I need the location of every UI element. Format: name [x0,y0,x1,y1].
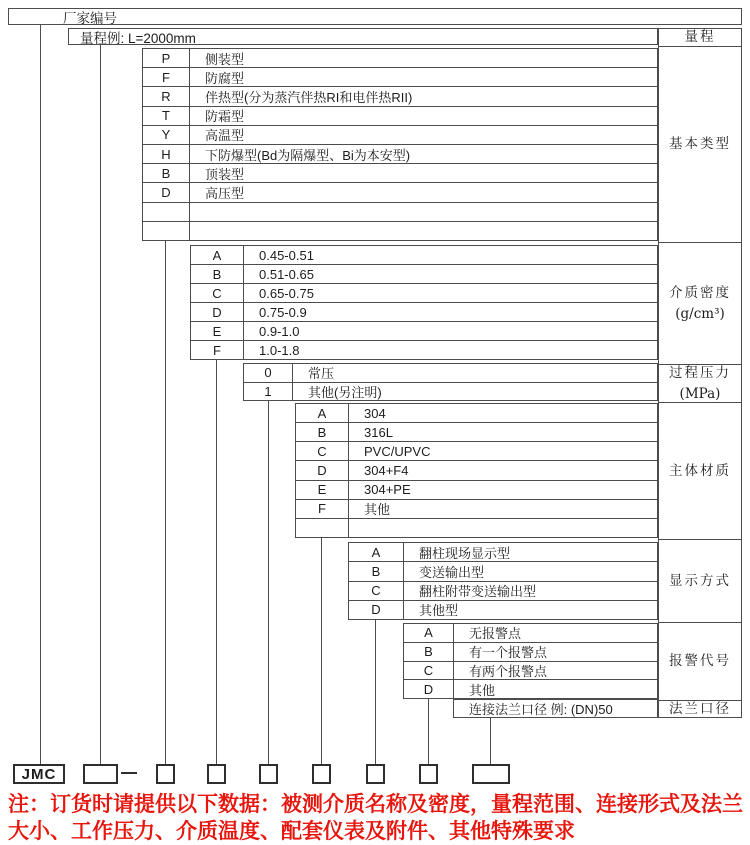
table-row [191,246,657,264]
table-row [191,340,657,359]
process-pressure-table [243,363,658,401]
desc-cell: 侧装型 [205,51,245,67]
ordering-note-line1: 注：订货时请提供以下数据：被测介质名称及密度，量程范围、连接形式及法兰 [8,793,743,816]
code-cell: D [349,601,404,619]
table-row [296,518,657,537]
label-body-material: 主体材质 [659,402,741,539]
code-cell: F [191,341,244,359]
table-row [404,624,657,642]
desc-cell: 0.51-0.65 [259,266,314,282]
label-display-mode: 显示方式 [659,539,741,622]
label-basic-type: 基本类型 [659,46,741,242]
code-box-density [207,764,226,784]
category-label-column [658,28,742,718]
desc-cell [349,519,657,537]
code-box-flange [472,764,510,784]
table-row [191,302,657,321]
desc-cell: 其他 [469,682,496,698]
table-row [349,581,657,600]
table-row [296,404,657,422]
label-medium-density: 介质密度 (g/cm³) [659,242,741,364]
desc-cell: 有两个报警点 [469,663,548,679]
code-cell: P [143,49,190,67]
code-box-pressure [259,764,278,784]
code-cell: B [143,164,190,182]
table-row [143,67,657,86]
desc-cell: 其他 [364,502,391,518]
table-row [349,543,657,561]
display-mode-table [348,542,658,620]
code-cell: C [296,442,349,460]
table-row [191,283,657,302]
desc-cell: 防霜型 [205,109,245,125]
code-cell: A [404,624,454,642]
connector-alarm [428,699,429,764]
connector-pressure [268,401,269,764]
code-cell: C [404,662,454,680]
desc-cell: 伴热型(分为蒸汽伴热RI和电伴热RII) [205,90,413,106]
desc-cell: 无报警点 [469,626,522,642]
table-row [296,480,657,499]
table-row [296,499,657,518]
code-cell: 1 [244,383,293,401]
desc-cell: 常压 [308,366,335,382]
desc-cell [190,222,657,240]
code-cell [296,519,349,537]
code-cell: A [349,543,404,561]
code-cell: T [143,107,190,125]
code-box-display [366,764,385,784]
desc-cell: 有一个报警点 [469,645,548,661]
desc-cell: 高压型 [205,186,245,202]
code-cell: B [404,643,454,661]
table-row [143,202,657,221]
code-cell: H [143,145,190,163]
desc-cell: 下防爆型(Bd为隔爆型、Bi为本安型) [205,147,411,163]
code-cell: F [296,500,349,518]
connector-material [321,538,322,764]
desc-cell: 0.65-0.75 [259,285,314,301]
code-cell: Y [143,126,190,144]
code-box-material [312,764,331,784]
connector-range [100,45,101,764]
body-material-table [295,403,658,538]
connector-factory-code [40,24,41,764]
table-row [404,679,657,698]
dash-separator [121,772,137,774]
factory-code-box [8,8,742,25]
desc-cell: 0.75-0.9 [259,304,307,320]
desc-cell: 304+PE [364,482,411,498]
desc-cell: PVC/UPVC [364,443,431,459]
table-row [296,422,657,441]
ordering-note-line2: 大小、工作压力、介质温度、配套仪表及附件、其他特殊要求 [8,820,575,843]
table-row [296,441,657,460]
label-process-pressure: 过程压力 (MPa) [659,364,741,402]
desc-cell: 304 [364,405,386,421]
code-cell: 0 [244,364,293,382]
code-cell [143,203,190,221]
code-cell: B [296,423,349,441]
label-alarm-code: 报警代号 [659,622,741,700]
ordering-note [8,791,750,845]
code-cell: C [191,284,244,302]
desc-cell: 其他型 [419,603,459,619]
code-box-range [83,764,118,784]
table-row [244,382,657,401]
code-cell: B [349,562,404,580]
table-row [191,321,657,340]
range-example-label: 量程例: L=2000mm [80,30,196,46]
desc-cell: 0.45-0.51 [259,247,314,263]
table-row [404,642,657,661]
desc-cell: 防腐型 [205,70,245,86]
code-cell: F [143,68,190,86]
range-example-box [68,28,658,45]
desc-cell: 顶装型 [205,166,245,182]
table-row [143,163,657,182]
table-row [349,561,657,580]
table-row [143,221,657,240]
table-row [191,264,657,283]
model-prefix-box [13,764,65,784]
flange-diameter-row [453,699,658,718]
connector-density [216,360,217,764]
code-cell: D [296,461,349,479]
medium-density-table [190,245,658,360]
code-cell: A [296,404,349,422]
table-row [404,661,657,680]
connector-basic-type [165,241,166,764]
table-row [143,86,657,105]
code-box-alarm [419,764,438,784]
code-cell: C [349,582,404,600]
code-cell: R [143,87,190,105]
code-cell [143,222,190,240]
code-cell: D [404,680,454,698]
table-row [296,460,657,479]
table-row [143,182,657,201]
basic-type-table [142,48,658,241]
table-row [143,125,657,144]
desc-cell [190,203,657,221]
table-row [143,49,657,67]
label-range: 量程 [684,29,716,46]
code-cell: D [191,303,244,321]
code-box-basic-type [156,764,175,784]
desc-cell: 翻柱现场显示型 [419,545,511,561]
table-row [143,144,657,163]
model-prefix-text: JMC [21,765,57,783]
desc-cell: 高温型 [205,128,245,144]
code-cell: A [191,246,244,264]
connector-flange [490,718,491,764]
code-cell: E [296,481,349,499]
table-row [349,600,657,619]
desc-cell: 其他(另注明) [308,384,382,400]
code-cell: E [191,322,244,340]
desc-cell: 翻柱附带变送输出型 [419,584,537,600]
desc-cell: 变送输出型 [419,564,485,580]
flange-diameter-text: 连接法兰口径 例: (DN)50 [469,702,613,717]
factory-code-label: 厂家编号 [63,10,117,26]
label-flange-diameter: 法兰口径 [659,700,741,717]
connector-display [375,620,376,764]
code-cell: D [143,183,190,201]
alarm-code-table [403,623,658,699]
table-row [244,364,657,382]
desc-cell: 316L [364,424,393,440]
table-row [143,106,657,125]
desc-cell: 304+F4 [364,462,409,478]
desc-cell: 0.9-1.0 [259,323,300,339]
code-cell: B [191,265,244,283]
desc-cell: 1.0-1.8 [259,342,300,358]
